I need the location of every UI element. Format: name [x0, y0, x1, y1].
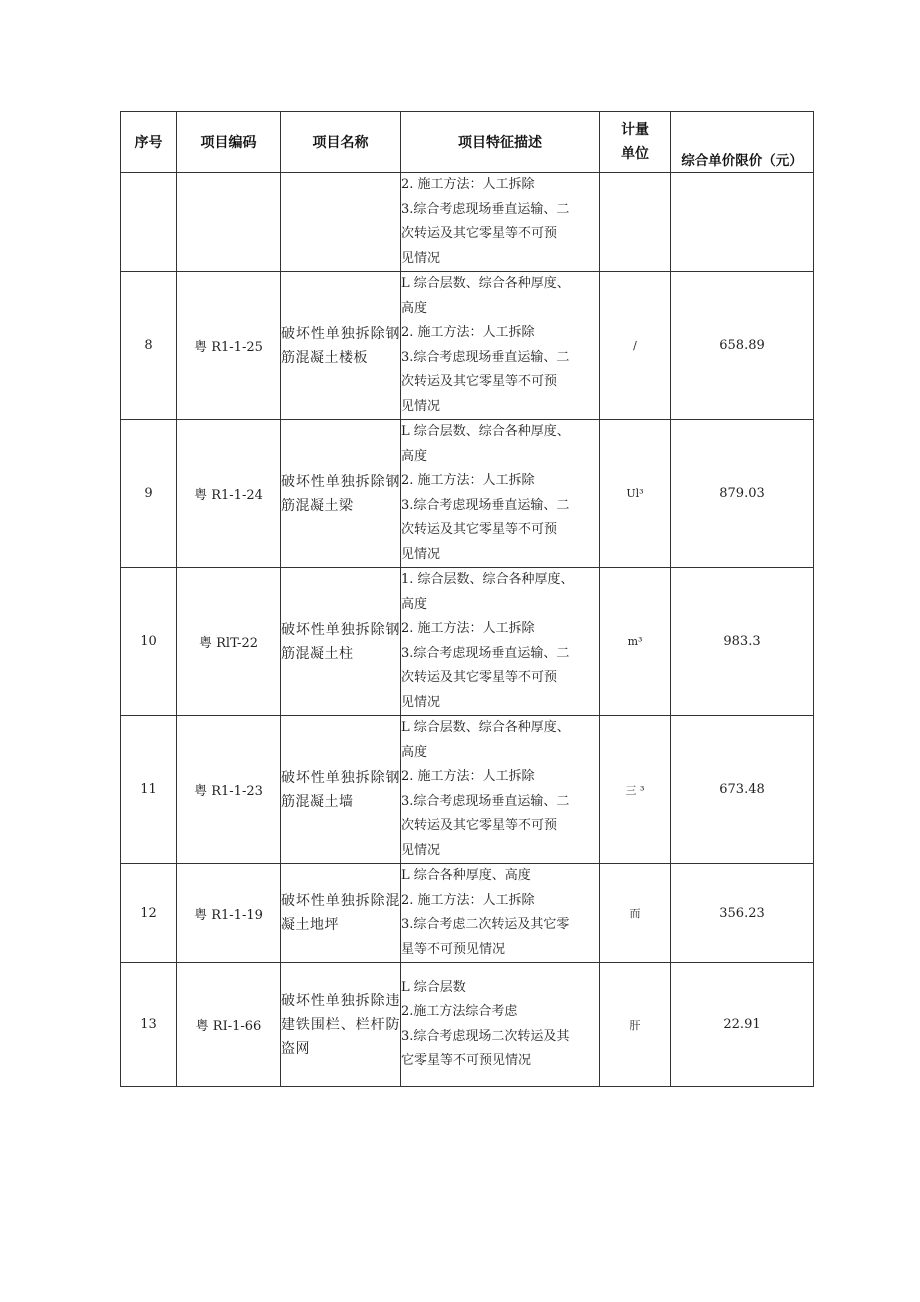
unit-cell: [600, 173, 671, 272]
desc-line: 见情况: [401, 694, 441, 710]
code-cell: 粤 RlT-22: [177, 568, 281, 716]
desc-line: 3.综合考虑现场垂直运输、二: [401, 793, 570, 809]
desc-line: 2.施工方法综合考虑: [401, 1004, 518, 1019]
desc-line: 3.综合考虑二次转运及其它零: [401, 917, 570, 932]
header-unit-line2: 单位: [621, 146, 649, 162]
seq-cell: 10: [121, 568, 177, 716]
name-cell: 破坏性单独拆除混凝土地坪: [281, 864, 401, 963]
name-cell: 破坏性单独拆除违建铁围栏、栏杆防盗网: [281, 963, 401, 1087]
desc-line: 见情况: [401, 842, 441, 858]
desc-cell: [401, 272, 600, 420]
desc-line: 高度: [401, 448, 428, 464]
unit-cell: /: [600, 272, 671, 420]
price-cell: 22.91: [671, 963, 814, 1087]
price-cell: [671, 173, 814, 272]
desc-line: 见情况: [401, 546, 441, 562]
desc-line: L 综合层数、综合各种厚度、: [401, 720, 570, 735]
desc-line: 次转运及其它零星等不可预: [401, 670, 558, 685]
code-cell: [177, 173, 281, 272]
desc-line: 2. 施工方法：人工拆除: [401, 769, 535, 784]
header-code: 项目编码: [177, 112, 281, 173]
header-name: 项目名称: [281, 112, 401, 173]
seq-cell: 9: [121, 420, 177, 568]
seq-cell: 8: [121, 272, 177, 420]
unit-cell: 而: [600, 864, 671, 963]
unit-cell: 肝: [600, 963, 671, 1087]
desc-line: 高度: [401, 596, 428, 612]
seq-cell: 11: [121, 716, 177, 864]
price-cell: 356.23: [671, 864, 814, 963]
seq-cell: [121, 173, 177, 272]
desc-line: L 综合层数、综合各种厚度、: [401, 424, 570, 439]
price-cell: 673.48: [671, 716, 814, 864]
desc-cell: [401, 716, 600, 864]
unit-cell: Ul³: [600, 420, 671, 568]
header-seq: 序号: [121, 112, 177, 173]
desc-line: L 综合层数: [401, 979, 466, 995]
header-unit: [600, 112, 671, 173]
desc-cell: [401, 864, 600, 963]
code-cell: 粤 R1-1-19: [177, 864, 281, 963]
header-price: 综合单价限价（元）: [671, 112, 814, 173]
table-row: [121, 173, 814, 272]
desc-line: 它零星等不可预见情况: [401, 1053, 532, 1068]
header-unit-line1: 计量: [621, 122, 649, 138]
price-cell: 983.3: [671, 568, 814, 716]
desc-line: 次转运及其它零星等不可预: [401, 522, 558, 537]
code-cell: 粤 R1-1-24: [177, 420, 281, 568]
desc-cell: [401, 963, 600, 1087]
code-cell: 粤 RI-1-66: [177, 963, 281, 1087]
header-row: [121, 112, 814, 173]
price-cell: 658.89: [671, 272, 814, 420]
price-limit-table: [120, 111, 814, 1087]
desc-line: 高度: [401, 300, 428, 316]
desc-cell: [401, 173, 600, 272]
desc-line: 星等不可预见情况: [401, 941, 506, 957]
desc-line: 2. 施工方法：人工拆除: [401, 473, 535, 488]
name-cell: 破坏性单独拆除钢筋混凝土柱: [281, 568, 401, 716]
table-row: [121, 864, 814, 963]
desc-line: 3.综合考虑现场垂直运输、二: [401, 497, 570, 513]
desc-line: L 综合层数、综合各种厚度、: [401, 276, 570, 291]
desc-line: 2. 施工方法：人工拆除: [401, 621, 535, 636]
unit-cell: 三 ³: [600, 716, 671, 864]
table-row: [121, 963, 814, 1087]
name-cell: 破坏性单独拆除钢筋混凝土楼板: [281, 272, 401, 420]
code-cell: 粤 R1-1-23: [177, 716, 281, 864]
desc-line: 次转运及其它零星等不可预: [401, 226, 558, 241]
name-cell: [281, 173, 401, 272]
desc-line: 2. 施工方法：人工拆除: [401, 177, 535, 192]
seq-cell: 12: [121, 864, 177, 963]
header-desc: 项目特征描述: [401, 112, 600, 173]
desc-cell: [401, 420, 600, 568]
name-cell: 破坏性单独拆除钢筋混凝土墙: [281, 716, 401, 864]
table-row: [121, 420, 814, 568]
desc-line: 3.综合考虑现场垂直运输、二: [401, 349, 570, 365]
desc-line: 见情况: [401, 398, 441, 414]
seq-cell: 13: [121, 963, 177, 1087]
desc-line: 高度: [401, 744, 428, 760]
desc-line: 见情况: [401, 250, 441, 266]
desc-line: 2. 施工方法：人工拆除: [401, 892, 535, 908]
table-row: [121, 272, 814, 420]
desc-cell: [401, 568, 600, 716]
desc-line: 3.综合考虑现场垂直运输、二: [401, 645, 570, 661]
desc-line: 次转运及其它零星等不可预: [401, 818, 558, 833]
code-cell: 粤 R1-1-25: [177, 272, 281, 420]
desc-line: 1. 综合层数、综合各种厚度、: [401, 572, 574, 587]
desc-line: 3.综合考虑现场垂直运输、二: [401, 201, 570, 217]
table-row: [121, 716, 814, 864]
name-cell: 破坏性单独拆除钢筋混凝土梁: [281, 420, 401, 568]
price-cell: 879.03: [671, 420, 814, 568]
desc-line: 次转运及其它零星等不可预: [401, 374, 558, 389]
unit-cell: m³: [600, 568, 671, 716]
desc-line: 3.综合考虑现场二次转运及其: [401, 1028, 570, 1044]
desc-line: 2. 施工方法：人工拆除: [401, 325, 535, 340]
desc-line: L 综合各种厚度、高度: [401, 868, 531, 883]
table-row: [121, 568, 814, 716]
